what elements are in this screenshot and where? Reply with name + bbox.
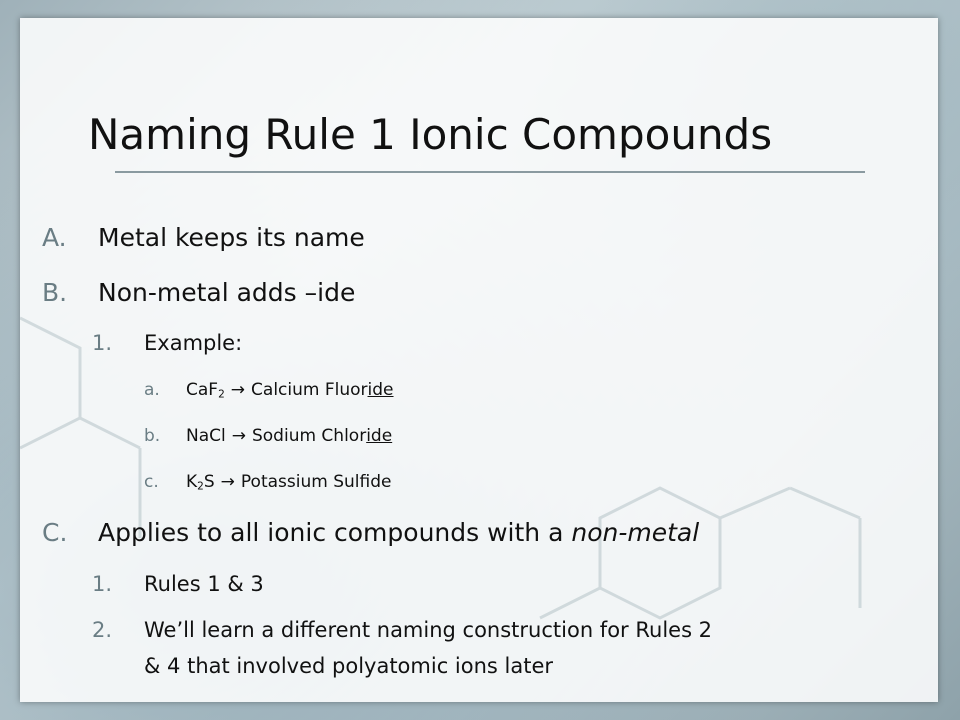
compound-name-suffix: ide xyxy=(367,380,394,400)
list-marker: A. xyxy=(42,223,67,252)
list-item-text: Non-metal adds –ide xyxy=(98,278,356,307)
compound-name: Potassium Sulfide xyxy=(240,472,392,492)
example-text xyxy=(186,380,394,401)
arrow-icon: → xyxy=(231,426,246,446)
slide-title: Naming Rule 1 Ionic Compounds xyxy=(88,110,773,159)
formula: NaCl xyxy=(186,426,226,446)
list-item-emphasis: non-metal xyxy=(571,518,700,547)
list-item-text xyxy=(98,518,699,547)
example-text xyxy=(186,472,391,493)
list-marker: C. xyxy=(42,518,68,547)
list-marker: 1. xyxy=(92,331,113,355)
arrow-icon: → xyxy=(220,472,235,492)
list-marker: c. xyxy=(144,472,159,492)
list-item-text: Metal keeps its name xyxy=(98,223,365,252)
compound-name-base: Sodium Chlor xyxy=(251,426,367,446)
list-item-text-main: Applies to all ionic compounds with a xyxy=(98,518,572,547)
formula: CaF xyxy=(186,380,219,400)
formula-end: S xyxy=(203,472,215,492)
list-item-text-line-1: We’ll learn a different naming construction for Rules 2 xyxy=(144,618,713,642)
list-item-text: Rules 1 & 3 xyxy=(144,572,264,596)
formula-subscript: 2 xyxy=(197,480,204,493)
title-underline xyxy=(115,171,865,173)
list-marker: 2. xyxy=(92,618,113,642)
list-marker: B. xyxy=(42,278,68,307)
formula-subscript: 2 xyxy=(218,388,225,401)
list-marker: a. xyxy=(144,380,160,400)
list-item-text: Example: xyxy=(144,331,243,355)
list-item-text-line-2: & 4 that involved polyatomic ions later xyxy=(144,654,554,678)
list-marker: b. xyxy=(144,426,161,446)
example-text xyxy=(186,426,392,446)
compound-name-suffix: ide xyxy=(366,426,393,446)
formula: K xyxy=(186,472,198,492)
slide-panel xyxy=(20,18,938,702)
compound-name-base: Calcium Fluor xyxy=(251,380,368,400)
list-marker: 1. xyxy=(92,572,113,596)
arrow-icon: → xyxy=(230,380,246,400)
